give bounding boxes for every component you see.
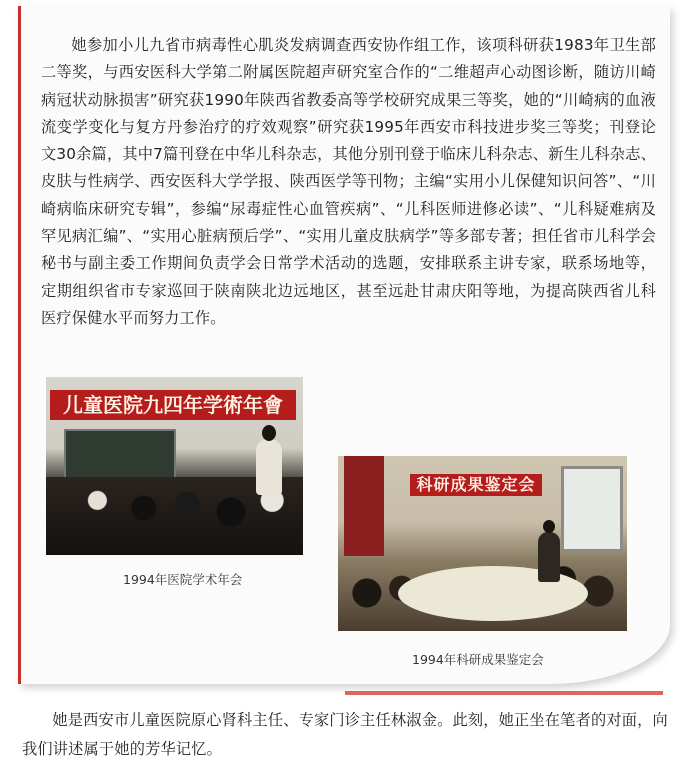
photo-caption: 1994年科研成果鉴定会 (412, 652, 544, 667)
photo-academic-conference (46, 377, 303, 555)
photo-banner: 儿童医院九四年学術年會 (50, 390, 296, 420)
speaker (256, 439, 282, 495)
photo-evaluation-meeting (338, 456, 627, 631)
photo-caption: 1994年医院学术年会 (123, 572, 243, 587)
closing-paragraph: 她是西安市儿童医院原心肾科主任、专家门诊主任林淑金。此刻，她正坐在笔者的对面，向我们讲述属于她的芳华记忆。 (22, 711, 668, 758)
article-paragraph: 她参加小儿九省市病毒性心肌炎发病调查西安协作组工作，该项科研获1983年卫生部二等奖，与西安医科大学第二附属医院超声研究室合作的“二维超声心动图诊断，随访川崎病冠状动脉损害”研究获1990年陕西省教委高等学校研究成果三等奖，她的“川崎病的血液流变学变化与复方丹参治疗的疗效观察”研究获1995年西安市科技进步奖三等奖；刊登论文30余篇，其中7篇刊登在中华儿科杂志，其他分别刊登于临床儿科杂志、新生儿科杂志、皮肤与性病学、西安医科大学学报、陕西医学等刊物；主编“实用小儿保健知识问答”、“川崎病临床研究专辑”，参编“尿毒症性心血管疾病”、“儿科医师进修必读”、“儿科疑难病及罕见病汇编”、“实用心脏病预后学”、“实用儿童皮肤病学”等多部专著；担任省市儿科学会秘书与副主委工作期间负责学会日常学术活动的选题，安排联系主讲专家，联系场地等，定期组织省市专家巡回于陕南陕北边远地区，甚至远赴甘肃庆阳等地，为提高陕西省儿科医疗保健水平而努力工作。 (41, 36, 656, 327)
speaker (538, 532, 560, 582)
photo-banner: 科研成果鉴定会 (410, 474, 542, 496)
divider (345, 691, 663, 695)
